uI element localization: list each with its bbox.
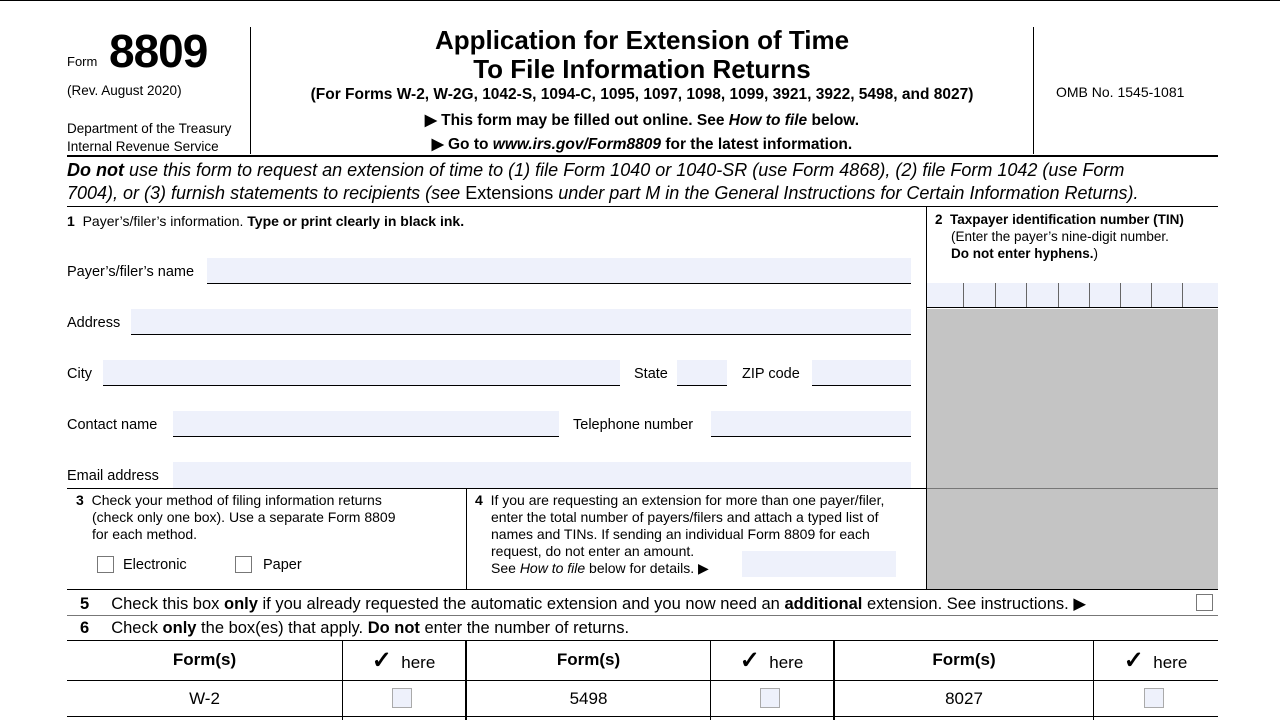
agency-line: Internal Revenue Service: [67, 139, 219, 154]
shaded-area: [927, 309, 1218, 589]
line3-text: 3 Check your method of filing information returns (check only one box). Use a separate Form 8809 for each method.: [76, 492, 396, 542]
tin-heading: 2 Taxpayer identification number (TIN) (Enter the payer’s nine-digit number. Do not enter hyphens.): [935, 212, 1184, 261]
zip-label: ZIP code: [742, 366, 800, 382]
address-label: Address: [67, 315, 121, 331]
line5-text: 5 Check this box only if you already requested the automatic extension and you now need an additional extension. See instructions. ▶: [80, 595, 1087, 613]
checkmark-icon: ✓: [1123, 647, 1144, 674]
electronic-label: Electronic: [123, 557, 187, 573]
telephone-label: Telephone number: [573, 417, 694, 433]
address-field[interactable]: [131, 309, 911, 335]
col-forms-header-1: Form(s): [172, 650, 237, 669]
city-label: City: [67, 366, 92, 382]
line6-text: 6 Check only the box(es) that apply. Do not enter the number of returns.: [80, 619, 630, 637]
electronic-checkbox[interactable]: [97, 556, 114, 573]
checkmark-icon: ✓: [739, 647, 760, 674]
irs-link[interactable]: www.irs.gov/Form8809: [492, 136, 662, 153]
online-note: ▶ This form may be filled out online. See How to file below.: [424, 112, 860, 129]
form-w2-checkbox[interactable]: [392, 688, 412, 708]
zip-field[interactable]: [812, 360, 911, 386]
warning-text: Do not use this form to request an extension of time to (1) file Form 1040 or 1040-SR (use Form 4868), (2) file Form 1042 (use Form 7004), or (3) furnish statements to recipients (see Extensions under part M in the General Instructions for Certain Information Returns).: [67, 160, 1139, 203]
payer-name-label: Payer’s/filer’s name: [67, 264, 195, 280]
email-field[interactable]: [173, 462, 911, 488]
col-check-header-1: ✓ here: [371, 647, 436, 674]
form-subtitle: (For Forms W-2, W-2G, 1042-S, 1094-C, 1095, 1097, 1098, 1099, 3921, 3922, 5498, and 8027): [310, 86, 974, 103]
contact-name-label: Contact name: [67, 417, 158, 433]
department-line: Department of the Treasury: [67, 121, 232, 136]
form-5498-label: 5498: [569, 689, 608, 708]
payer-name-field[interactable]: [207, 258, 911, 284]
omb-number: OMB No. 1545-1081: [1056, 84, 1185, 100]
telephone-field[interactable]: [711, 411, 911, 437]
email-label: Email address: [67, 468, 159, 484]
paper-checkbox[interactable]: [235, 556, 252, 573]
form-w2-label: W-2: [189, 689, 220, 708]
form-8027-label: 8027: [945, 689, 983, 708]
col-check-header-2: ✓ here: [739, 647, 804, 674]
irs-url-note: ▶ Go to www.irs.gov/Form8809 for the latest information.: [431, 136, 853, 153]
additional-extension-checkbox[interactable]: [1196, 594, 1213, 611]
form-title-line2: To File Information Returns: [473, 54, 811, 84]
col-check-header-3: ✓ here: [1123, 647, 1188, 674]
revision-date: (Rev. August 2020): [67, 83, 182, 98]
tin-field[interactable]: [927, 283, 1218, 308]
form-label: Form: [67, 54, 98, 69]
checkmark-icon: ✓: [371, 647, 392, 674]
city-field[interactable]: [103, 360, 620, 386]
col-forms-header-3: Form(s): [932, 650, 996, 669]
contact-name-field[interactable]: [173, 411, 559, 437]
form-5498-checkbox[interactable]: [760, 688, 780, 708]
form-title-line1: Application for Extension of Time: [434, 25, 850, 55]
payer-count-field[interactable]: [742, 551, 896, 577]
col-forms-header-2: Form(s): [556, 650, 621, 669]
line4-text: 4 If you are requesting an extension for more than one payer/filer, enter the total number of payers/filers and attach a typed list of names and TINs. If sending an individual Form 8809 for each request, do not enter an amount. See How to file below for details. ▶: [475, 492, 885, 576]
state-field[interactable]: [677, 360, 727, 386]
paper-label: Paper: [263, 557, 302, 573]
form-8027-checkbox[interactable]: [1144, 688, 1164, 708]
line1-heading: 1 Payer’s/filer’s information. Type or print clearly in black ink.: [67, 213, 465, 229]
form-number: 8809: [109, 25, 208, 77]
state-label: State: [634, 366, 668, 382]
